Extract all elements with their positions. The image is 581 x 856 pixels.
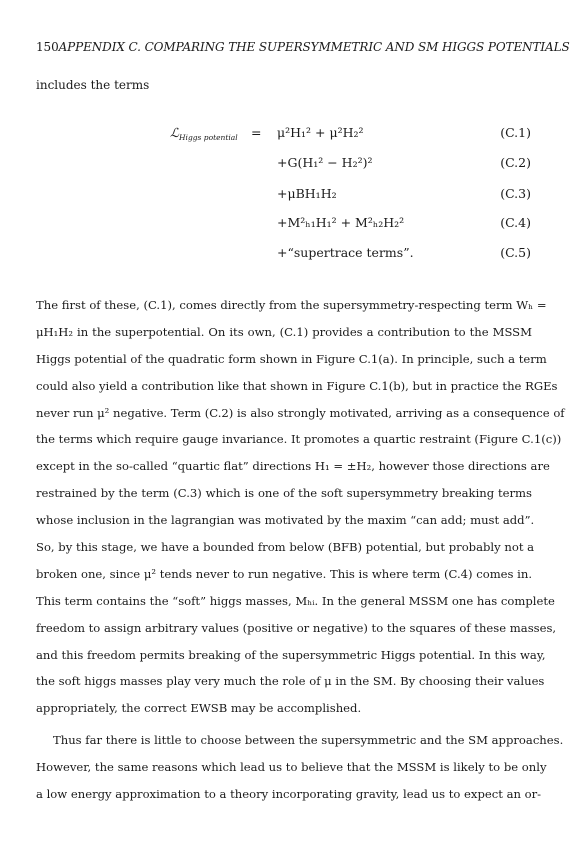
- text-line: and this freedom permits breaking of the supersymmetric Higgs potential. In this way,: [36, 647, 546, 662]
- equation-rhs: +μBH₁H₂: [277, 186, 337, 201]
- equation-rhs: +“supertrace terms”.: [277, 245, 414, 260]
- text-line: The first of these, (C.1), comes directly from the supersymmetry-respecting term Wₕ =: [36, 298, 547, 312]
- text-line: appropriately, the correct EWSB may be accomplished.: [36, 701, 362, 716]
- equation-rhs: +G(H₁² − H₂²)²: [277, 155, 373, 170]
- equation-row: [0, 125, 581, 145]
- text-line: could also yield a contribution like that shown in Figure C.1(b), but in practice the RGEs: [36, 378, 558, 393]
- text-line: the soft higgs masses play very much the role of μ in the SM. By choosing their values: [36, 674, 545, 689]
- intro-text: includes the terms: [36, 78, 150, 92]
- text-line: never run μ² negative. Term (C.2) is also strongly motivated, arriving as a consequence of: [36, 405, 565, 420]
- equation-rhs: μ²H₁² + μ²H₂²: [277, 125, 364, 140]
- paragraph-2: [36, 727, 564, 808]
- text-line: μH₁H₂ in the superpotential. On its own, (C.1) provides a contribution to the MSSM: [36, 324, 532, 339]
- equation-row: [0, 245, 581, 265]
- equation-number: (C.3): [500, 186, 531, 201]
- equation-row: [0, 155, 581, 175]
- equation-relation: =: [251, 125, 262, 140]
- equation-row: [0, 186, 581, 206]
- text-line: Higgs potential of the quadratic form shown in Figure C.1(a). In principle, such a term: [36, 351, 547, 366]
- text-line: However, the same reasons which lead us to believe that the MSSM is likely to be only: [36, 759, 547, 774]
- text-line: freedom to assign arbitrary values (positive or negative) to the squares of these masses,: [36, 620, 557, 635]
- running-head: [36, 40, 581, 54]
- equation-number: (C.1): [500, 125, 531, 140]
- equation-number: (C.5): [500, 245, 531, 260]
- text-line: restrained by the term (C.3) which is one of the soft supersymmetry breaking terms: [36, 486, 532, 501]
- text-line: Thus far there is little to choose between the supersymmetric and the SM approaches.: [53, 733, 564, 747]
- text-line: a low energy approximation to a theory incorporating gravity, lead us to expect an or-: [36, 786, 542, 801]
- equation-rhs: +M²ₕ₁H₁² + M²ₕ₂H₂²: [277, 215, 405, 230]
- text-line: whose inclusion in the lagrangian was motivated by the maxim “can add; must add”.: [36, 513, 535, 528]
- paragraph-1: [36, 292, 565, 722]
- equation-number: (C.2): [500, 155, 531, 170]
- text-line: So, by this stage, we have a bounded from below (BFB) potential, but probably not a: [36, 540, 535, 555]
- text-line: This term contains the “soft” higgs masses, Mₕᵢ. In the general MSSM one has complete: [36, 593, 555, 608]
- equation-lhs: ℒ$_{Higgs potential}$: [170, 125, 238, 142]
- page-number: 150: [36, 40, 59, 54]
- equation-number: (C.4): [500, 215, 531, 230]
- text-line: broken one, since μ² tends never to run negative. This is where term (C.4) comes in.: [36, 566, 533, 581]
- text-line: except in the so-called “quartic flat” directions H₁ = ±H₂, however those directions are: [36, 459, 550, 474]
- equation-row: [0, 215, 581, 235]
- chapter-title: APPENDIX C. COMPARING THE SUPERSYMMETRIC AND SM HIGGS POTENTIALS: [58, 40, 570, 54]
- text-line: the terms which require gauge invariance. It promotes a quartic restraint (Figure C.1(c)): [36, 432, 562, 447]
